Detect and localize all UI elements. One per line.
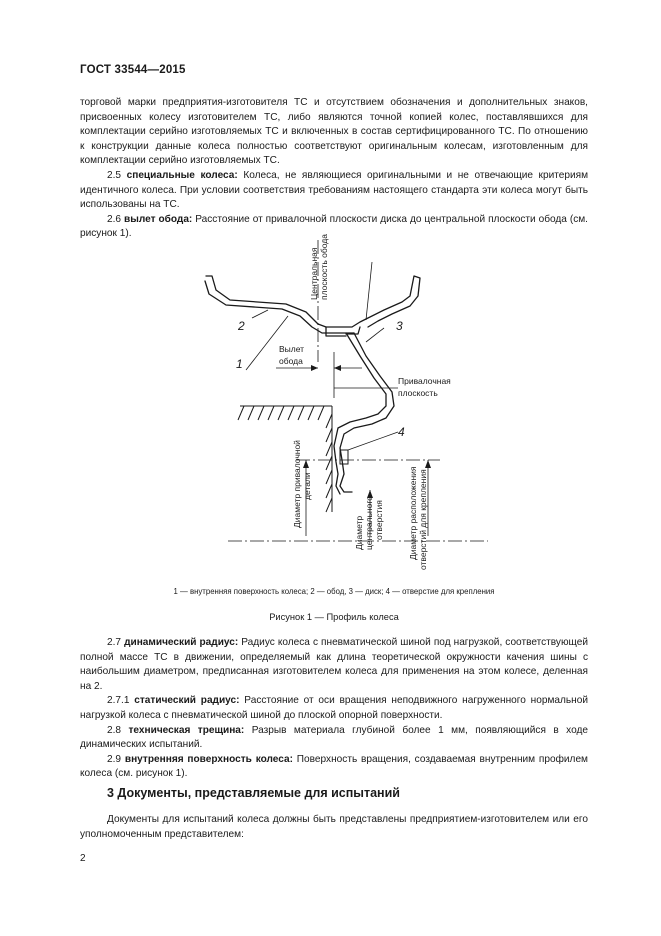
label-bolt-circle: Диаметр расположения <box>408 466 418 560</box>
section-3-body <box>80 813 588 842</box>
figure-caption: Рисунок 1 — Профиль колеса <box>269 612 399 622</box>
document-code: ГОСТ 33544—2015 <box>80 64 186 76</box>
figure-legend: 1 — внутренняя поверхность колеса; 2 — обод, 3 — диск; 4 — отверстие для крепления <box>173 587 495 596</box>
label-mount-plane-2: плоскость <box>398 388 438 398</box>
definition-2-5: 2.5 специальные колеса: Колеса, не являющиеся оригинальными и не отвечающие критериям идентичного колеса. При условии соответствия требованиям настоящего стандарта эти колеса могут быть использованы на ТС. <box>80 169 589 211</box>
disc-outer-line <box>340 333 394 492</box>
rim-inner-line <box>205 281 354 333</box>
label-central-plane: Центральная <box>309 247 319 300</box>
label-center-hole-3: отверстия <box>374 500 384 540</box>
label-center-hole: Диаметр <box>354 515 364 550</box>
label-mount-plane: Привалочная <box>398 376 451 386</box>
body-text-bottom <box>80 636 588 782</box>
label-offset-2: обода <box>279 356 303 366</box>
section-3-paragraph: Документы для испытаний колеса должны быть представлены предприятием-изготовителем или его уполномоченным представителем: <box>80 814 588 840</box>
mating-part <box>238 406 332 512</box>
definition-2-7: 2.7 динамический радиус: Радиус колеса с пневматической шиной под нагрузкой, соответствующей полной массе ТС в движении, определяемый как длина теоретической окружности качения шины с наибольшим диаметром, предписанная изготовителем колеса для применения на этом колесе, деленная на 2. <box>80 637 588 692</box>
definition-2-9: 2.9 внутренняя поверхность колеса: Поверхность вращения, создаваемая внутренним профилем колеса (см. рисунок 1). <box>80 753 588 780</box>
callout-4: 4 <box>398 425 405 439</box>
intro-paragraph: торговой марки предприятия-изготовителя ТС и отсутствием обозначения и дополнительных знаков, присвоенных колесу изготовителем ТС, либо являются точной копией колес, поставлявшихся для комплектации серийно изготовляемых ТС и включенных в состав сертифицированного ТС. По отношению к конструкции данные колеса полностью соответствуют оригинальным колесам, изготовленным для комплектации серийно изготовляемых ТС. <box>80 97 588 167</box>
label-offset: Вылет <box>279 344 305 354</box>
definition-2-8: 2.8 техническая трещина: Разрыв материала глубиной более 1 мм, появляющийся в ходе динамических испытаний. <box>80 724 588 751</box>
label-center-hole-2: центрального <box>364 496 374 550</box>
callout-3: 3 <box>396 319 403 333</box>
center-lines <box>228 240 488 541</box>
callout-1: 1 <box>236 357 243 371</box>
definition-2-7-1: 2.7.1 статический радиус: Расстояние от оси вращения неподвижного нагруженного нормальной нагрузкой колеса с пневматической шиной до плоской опорной поверхности. <box>80 695 588 721</box>
section-3-heading: 3 Документы, представляемые для испытаний <box>107 786 400 800</box>
label-mating-diameter: Диаметр привалочной <box>292 440 302 528</box>
callout-2: 2 <box>238 319 245 333</box>
label-central-plane-2: плоскость обода <box>319 234 329 300</box>
disc-inner-line <box>334 333 386 494</box>
label-bolt-circle-2: отверстий для крепления <box>418 469 428 570</box>
label-mating-diameter-2: детали <box>302 472 312 500</box>
page-number: 2 <box>80 853 86 864</box>
hub-fragment <box>326 327 346 336</box>
definition-2-6: 2.6 вылет обода: Расстояние от привалочной плоскости диска до центральной плоскости обода (см. рисунок 1). <box>80 213 588 240</box>
